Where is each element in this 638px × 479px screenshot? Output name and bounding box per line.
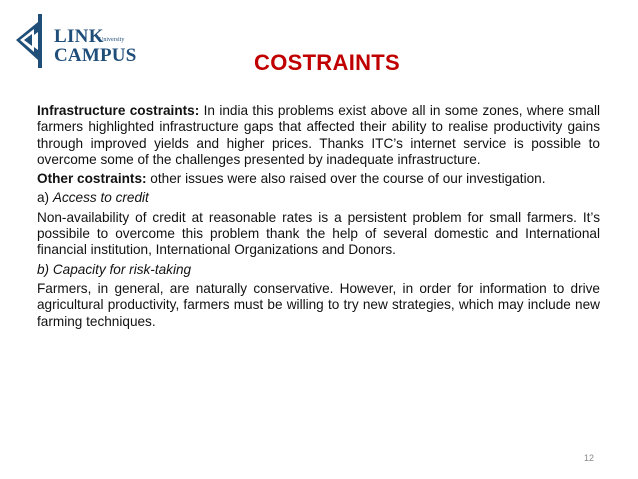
heading-risk-taking: b) Capacity for risk-taking — [37, 261, 192, 277]
logo-text-university: University — [99, 37, 125, 43]
logo-text-link: LINK — [54, 26, 104, 47]
slide-body — [37, 103, 600, 333]
paragraph-infrastructure — [37, 103, 600, 168]
slide-title: COSTRAINTS — [254, 50, 400, 75]
access-credit-prefix: a) — [37, 190, 53, 206]
infrastructure-label: Infrastructure costraints: — [37, 103, 200, 118]
other-constraints-text: other issues were also raised over the course of our investigation. — [146, 171, 546, 187]
paragraph-other — [37, 171, 600, 187]
other-constraints-label: Other costraints: — [37, 171, 147, 187]
logo-text-campus: CAMPUS — [54, 45, 137, 66]
paragraph-credit: Non-availability of credit at reasonable rates is a persistent problem for small farmers. It’s possibile to overcome this problem thank the help of several domestic and International financial institution, International Organizations and Donors. — [37, 209, 600, 258]
heading-access-to-credit — [37, 190, 600, 206]
paragraph-risk: Farmers, in general, are naturally conservative. However, in order for information to drive agricultural productivity, farmers must be willing to try new strategies, which may include new farming techniques. — [37, 280, 600, 329]
page-number: 12 — [584, 453, 595, 463]
infrastructure-text: In india this problems exist above all in some zones, where small farmers highlighted infrastructure gaps that affected their ability to realise productivity gains through improved yields and higher prices. Thanks ITC’s internet service is possible to overcome some of the challenges presented by inadequate infrastructure. — [37, 103, 600, 167]
access-credit-title: Access to credit — [52, 190, 149, 206]
